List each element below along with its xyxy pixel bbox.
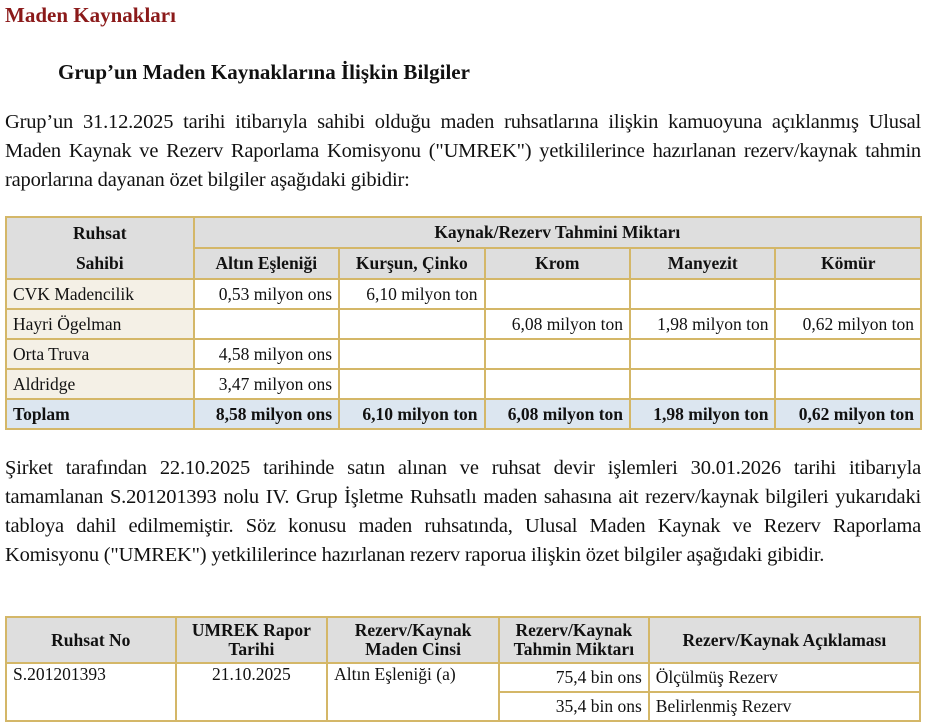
total-value: 6,08 milyon ton [485, 399, 630, 429]
value-cell [339, 309, 484, 339]
header-mineral-type: Rezerv/Kaynak Maden Cinsi [327, 617, 499, 663]
total-label: Toplam [6, 399, 194, 429]
value-cell [339, 369, 484, 399]
amount-cell: 35,4 bin ons [499, 692, 649, 721]
total-value: 8,58 milyon ons [194, 399, 339, 429]
value-cell: 0,62 milyon ton [775, 309, 921, 339]
header-license-owner [6, 217, 194, 279]
section-title: Maden Kaynakları [5, 3, 176, 27]
owner-cell: CVK Madencilik [6, 279, 194, 309]
total-row [6, 399, 921, 429]
owner-cell: Orta Truva [6, 339, 194, 369]
value-cell: 4,58 milyon ons [194, 339, 339, 369]
table-row [6, 663, 920, 692]
value-cell [194, 309, 339, 339]
header-report-date: UMREK Rapor Tarihi [176, 617, 328, 663]
description-cell: Belirlenmiş Rezerv [649, 692, 920, 721]
header-magnesite: Manyezit [630, 248, 775, 279]
acquisition-paragraph: Şirket tarafından 22.10.2025 tarihinde satın alınan ve ruhsat devir işlemleri 30.01.2026 tarihi itibarıyla tamamlanan S.201201393 nolu IV. Grup İşletme Ruhsatlı maden sahasına ait rezerv/kaynak bilgileri yukarıdaki tabloya dahil edilmemiştir. Söz konusu maden ruhsatında, Ulusal Maden Kaynak ve Rezerv Raporlama Komisyonu ("UMREK") yetkililerince hazırlanan rezerv raporua ilişkin özet bilgiler aşağıdaki gibidir. [5, 457, 921, 566]
value-cell: 3,47 milyon ons [194, 369, 339, 399]
value-cell: 1,98 milyon ton [630, 309, 775, 339]
header-estimate-group: Kaynak/Rezerv Tahmini Miktarı [194, 217, 921, 248]
mineral-type-cell: Altın Eşleniği (a) [327, 663, 499, 721]
header-owner-line1: Ruhsat [73, 223, 127, 243]
total-value: 1,98 milyon ton [630, 399, 775, 429]
value-cell [775, 339, 921, 369]
total-value: 6,10 milyon ton [339, 399, 484, 429]
value-cell [775, 369, 921, 399]
header-coal: Kömür [775, 248, 921, 279]
value-cell [485, 369, 630, 399]
report-date-cell: 21.10.2025 [176, 663, 328, 721]
value-cell [485, 279, 630, 309]
value-cell [630, 339, 775, 369]
table-row [6, 369, 921, 399]
table-row [6, 339, 921, 369]
owner-cell: Aldridge [6, 369, 194, 399]
value-cell [775, 279, 921, 309]
value-cell: 0,53 milyon ons [194, 279, 339, 309]
owner-cell: Hayri Ögelman [6, 309, 194, 339]
intro-paragraph: Grup’un 31.12.2025 tarihi itibarıyla sahibi olduğu maden ruhsatlarına ilişkin kamuoyuna açıklanmış Ulusal Maden Kaynak ve Rezerv Raporlama Komisyonu ("UMREK") yetkililerince hazırlanan rezerv/kaynak tahmin raporlarına dayanan özet bilgiler aşağıdaki gibidir: [5, 111, 921, 191]
value-cell: 6,08 milyon ton [485, 309, 630, 339]
header-gold: Altın Eşleniği [194, 248, 339, 279]
license-no-cell: S.201201393 [6, 663, 176, 721]
value-cell [485, 339, 630, 369]
header-owner-line2: Sahibi [75, 253, 124, 273]
value-cell [630, 369, 775, 399]
header-description: Rezerv/Kaynak Açıklaması [649, 617, 920, 663]
value-cell [630, 279, 775, 309]
amount-cell: 75,4 bin ons [499, 663, 649, 692]
value-cell [339, 339, 484, 369]
mineral-resources-table [5, 216, 922, 430]
header-license-no: Ruhsat No [6, 617, 176, 663]
description-cell: Ölçülmüş Rezerv [649, 663, 920, 692]
table-row [6, 279, 921, 309]
acquired-license-table [5, 616, 921, 722]
sub-title: Grup’un Maden Kaynaklarına İlişkin Bilgiler [58, 60, 470, 84]
header-chrome: Krom [485, 248, 630, 279]
table-row [6, 309, 921, 339]
total-value: 0,62 milyon ton [775, 399, 921, 429]
header-lead-zinc: Kurşun, Çinko [339, 248, 484, 279]
value-cell: 6,10 milyon ton [339, 279, 484, 309]
header-estimate-amount: Rezerv/Kaynak Tahmin Miktarı [499, 617, 649, 663]
